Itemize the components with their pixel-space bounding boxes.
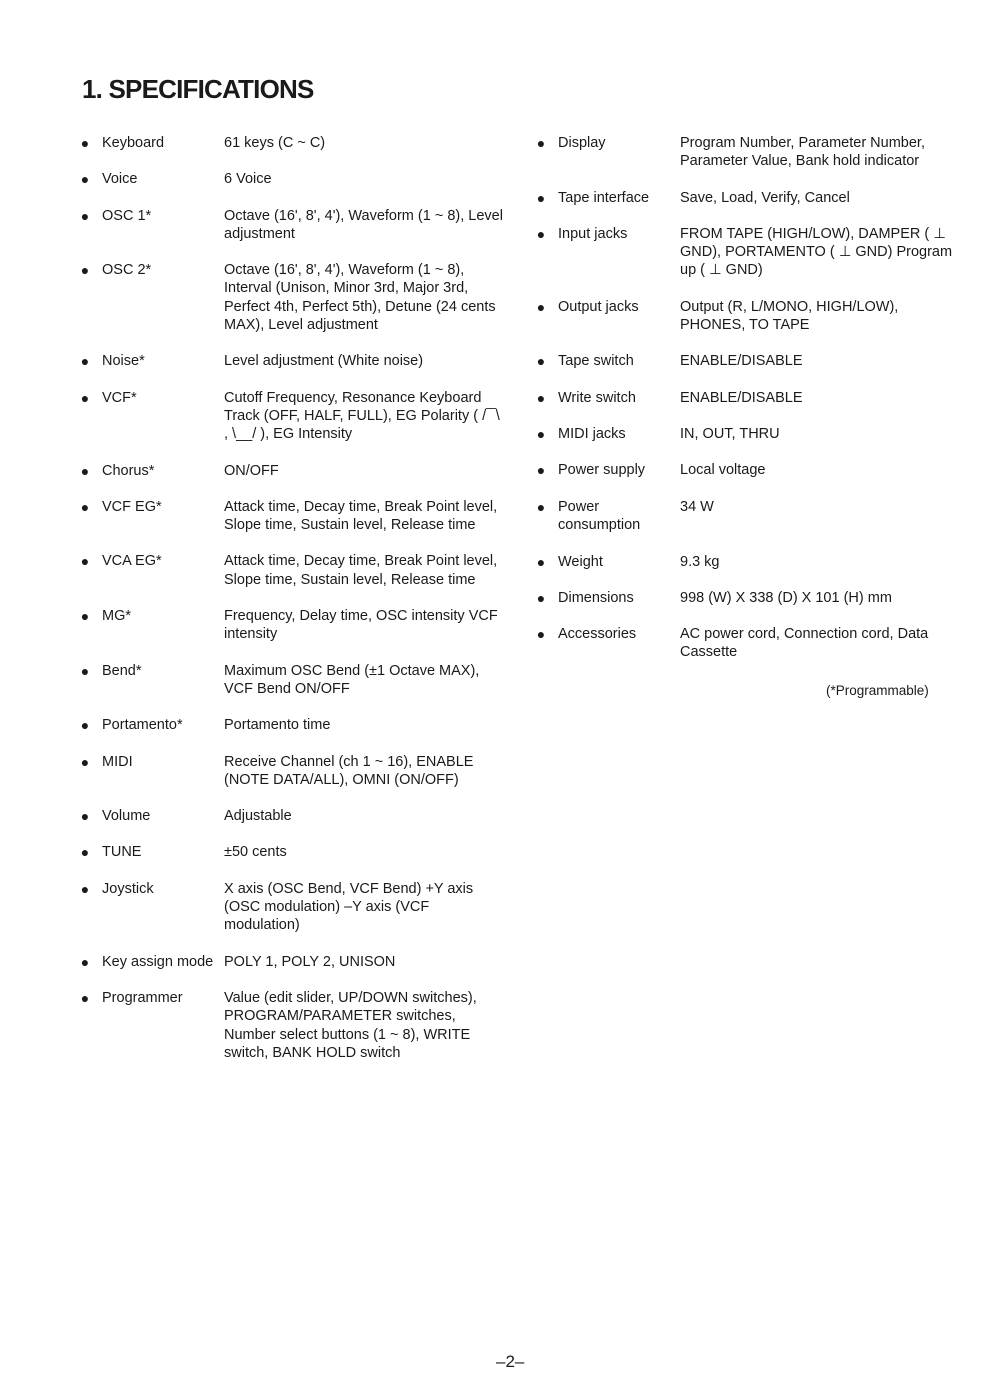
- spec-value: Octave (16', 8', 4'), Waveform (1 ~ 8), Interval (Unison, Minor 3rd, Major 3rd, Perfect 4th, Perfect 5th), Detune (24 cents MAX), Level adjustment: [224, 262, 496, 334]
- spec-list-right: [536, 134, 956, 662]
- spec-mg: [80, 607, 520, 644]
- spec-label: MIDI: [102, 753, 133, 770]
- spec-value: Cutoff Frequency, Resonance Keyboard Track (OFF, HALF, FULL), EG Polarity ( /‾‾\ , \__/ ), EG Intensity: [224, 389, 500, 443]
- spec-key-assign-mode: [80, 953, 520, 971]
- bullet-icon: ●: [536, 225, 546, 242]
- bullet-icon: ●: [80, 353, 90, 370]
- spec-value: Octave (16', 8', 4'), Waveform (1 ~ 8), Level adjustment: [224, 207, 503, 242]
- spec-value: 998 (W) X 338 (D) X 101 (H) mm: [680, 589, 892, 606]
- spec-joystick: [80, 880, 520, 935]
- spec-value: 9.3 kg: [680, 553, 720, 570]
- spec-label: Display: [558, 135, 606, 151]
- spec-value: ±50 cents: [224, 844, 287, 861]
- spec-midi-jacks: [536, 425, 956, 443]
- spec-output-jacks: [536, 298, 956, 335]
- spec-value: Receive Channel (ch 1 ~ 16), ENABLE (NOTE DATA/ALL), OMNI (ON/OFF): [224, 753, 474, 788]
- spec-value: 6 Voice: [224, 171, 272, 188]
- bullet-icon: ●: [80, 844, 90, 861]
- spec-value: Value (edit slider, UP/DOWN switches), PROGRAM/PARAMETER switches, Number select buttons (1 ~ 8), WRITE switch, BANK HOLD switch: [224, 989, 477, 1061]
- spec-label: Input jacks: [558, 225, 628, 242]
- bullet-icon: ●: [80, 608, 90, 625]
- bullet-icon: ●: [80, 462, 90, 479]
- spec-display: [536, 134, 956, 171]
- spec-noise: [80, 352, 520, 370]
- bullet-icon: ●: [80, 135, 90, 151]
- spec-value: Frequency, Delay time, OSC intensity VCF intensity: [224, 608, 498, 643]
- spec-label: OSC 2*: [102, 262, 152, 279]
- bullet-icon: ●: [536, 425, 546, 442]
- bullet-icon: ●: [536, 626, 546, 643]
- spec-label: VCF EG*: [102, 498, 162, 515]
- spec-keyboard: [80, 134, 520, 152]
- bullet-icon: ●: [80, 171, 90, 188]
- bullet-icon: ●: [536, 589, 546, 606]
- spec-power-consumption: [536, 498, 956, 535]
- bullet-icon: ●: [80, 808, 90, 825]
- spec-input-jacks: [536, 225, 956, 280]
- bullet-icon: ●: [536, 298, 546, 315]
- spec-label: Power consumption: [558, 498, 641, 533]
- spec-portamento: [80, 716, 520, 734]
- spec-value: Adjustable: [224, 808, 292, 825]
- spec-value: Maximum OSC Bend (±1 Octave MAX), VCF Bend ON/OFF: [224, 662, 480, 697]
- spec-weight: [536, 553, 956, 571]
- spec-bend: [80, 662, 520, 699]
- bullet-icon: ●: [80, 753, 90, 770]
- bullet-icon: ●: [536, 353, 546, 370]
- spec-value: X axis (OSC Bend, VCF Bend) +Y axis (OSC modulation) –Y axis (VCF modulation): [224, 880, 474, 934]
- spec-label: VCA EG*: [102, 553, 162, 570]
- spec-label: Key assign mode: [102, 953, 214, 970]
- spec-osc1: [80, 207, 520, 244]
- spec-write-switch: [536, 389, 956, 407]
- spec-label: Power supply: [558, 462, 646, 479]
- spec-label: Weight: [558, 553, 603, 570]
- spec-value: ENABLE/DISABLE: [680, 353, 803, 370]
- spec-chorus: [80, 462, 520, 480]
- spec-value: Save, Load, Verify, Cancel: [680, 189, 850, 206]
- bullet-icon: ●: [80, 662, 90, 679]
- spec-voice: [80, 170, 520, 188]
- bullet-icon: ●: [536, 135, 546, 151]
- spec-osc2: [80, 261, 520, 334]
- spec-list-left: [80, 134, 520, 1062]
- spec-dimensions: [536, 589, 956, 607]
- bullet-icon: ●: [80, 262, 90, 279]
- bullet-icon: ●: [536, 189, 546, 206]
- bullet-icon: ●: [80, 498, 90, 515]
- spec-value: IN, OUT, THRU: [680, 425, 780, 442]
- spec-label: Chorus*: [102, 462, 155, 479]
- spec-tape-interface: [536, 189, 956, 207]
- spec-value: POLY 1, POLY 2, UNISON: [224, 953, 396, 970]
- spec-midi: [80, 753, 520, 790]
- spec-label: TUNE: [102, 844, 142, 861]
- spec-label: Volume: [102, 808, 151, 825]
- page-number: –2–: [496, 1352, 525, 1371]
- spec-value: Program Number, Parameter Number, Parameter Value, Bank hold indicator: [680, 135, 925, 170]
- programmable-note: (*Programmable): [826, 683, 929, 698]
- bullet-icon: ●: [80, 880, 90, 897]
- spec-label: Tape interface: [558, 189, 650, 206]
- bullet-icon: ●: [536, 498, 546, 515]
- spec-label: Write switch: [558, 389, 636, 406]
- spec-value: Output (R, L/MONO, HIGH/LOW), PHONES, TO TAPE: [680, 298, 899, 334]
- bullet-icon: ●: [80, 207, 90, 224]
- spec-label: Keyboard: [102, 135, 165, 151]
- spec-label: OSC 1*: [102, 207, 152, 224]
- spec-value: 34 W: [680, 498, 714, 515]
- spec-value: Attack time, Decay time, Break Point level, Slope time, Sustain level, Release time: [224, 498, 498, 534]
- spec-label: Output jacks: [558, 298, 639, 315]
- spec-volume: [80, 807, 520, 825]
- spec-value: Local voltage: [680, 462, 766, 479]
- spec-vca-eg: [80, 552, 520, 589]
- spec-value: FROM TAPE (HIGH/LOW), DAMPER ( ⊥ GND), PORTAMENTO ( ⊥ GND) Program up ( ⊥ GND): [680, 225, 953, 279]
- page-title: 1. SPECIFICATIONS: [82, 74, 314, 104]
- spec-label: MG*: [102, 608, 131, 625]
- bullet-icon: ●: [80, 553, 90, 570]
- bullet-icon: ●: [80, 989, 90, 1006]
- spec-value: ON/OFF: [224, 462, 279, 479]
- spec-power-supply: [536, 461, 956, 479]
- spec-label: Programmer: [102, 989, 183, 1006]
- bullet-icon: ●: [536, 389, 546, 406]
- spec-label: Accessories: [558, 626, 637, 643]
- spec-programmer: [80, 989, 520, 1062]
- spec-vcf: [80, 389, 520, 444]
- spec-tune: [80, 843, 520, 861]
- spec-value: Attack time, Decay time, Break Point level, Slope time, Sustain level, Release time: [224, 553, 498, 588]
- spec-value: AC power cord, Connection cord, Data Cassette: [680, 626, 929, 661]
- spec-label: Joystick: [102, 880, 154, 897]
- spec-value: Level adjustment (White noise): [224, 353, 424, 370]
- bullet-icon: ●: [80, 389, 90, 406]
- spec-label: Portamento*: [102, 717, 183, 734]
- spec-label: Voice: [102, 171, 138, 188]
- spec-label: Tape switch: [558, 353, 634, 370]
- spec-label: Noise*: [102, 353, 145, 370]
- spec-value: 61 keys (C ~ C): [224, 135, 326, 151]
- bullet-icon: ●: [80, 953, 90, 970]
- spec-label: MIDI jacks: [558, 425, 626, 442]
- spec-label: Dimensions: [558, 589, 634, 606]
- bullet-icon: ●: [536, 553, 546, 570]
- spec-value: ENABLE/DISABLE: [680, 389, 803, 406]
- bullet-icon: ●: [536, 462, 546, 479]
- spec-accessories: [536, 625, 956, 662]
- spec-label: VCF*: [102, 389, 137, 406]
- bullet-icon: ●: [80, 717, 90, 734]
- spec-label: Bend*: [102, 662, 142, 679]
- spec-value: Portamento time: [224, 717, 331, 734]
- spec-vcf-eg: [80, 498, 520, 535]
- spec-tape-switch: [536, 352, 956, 370]
